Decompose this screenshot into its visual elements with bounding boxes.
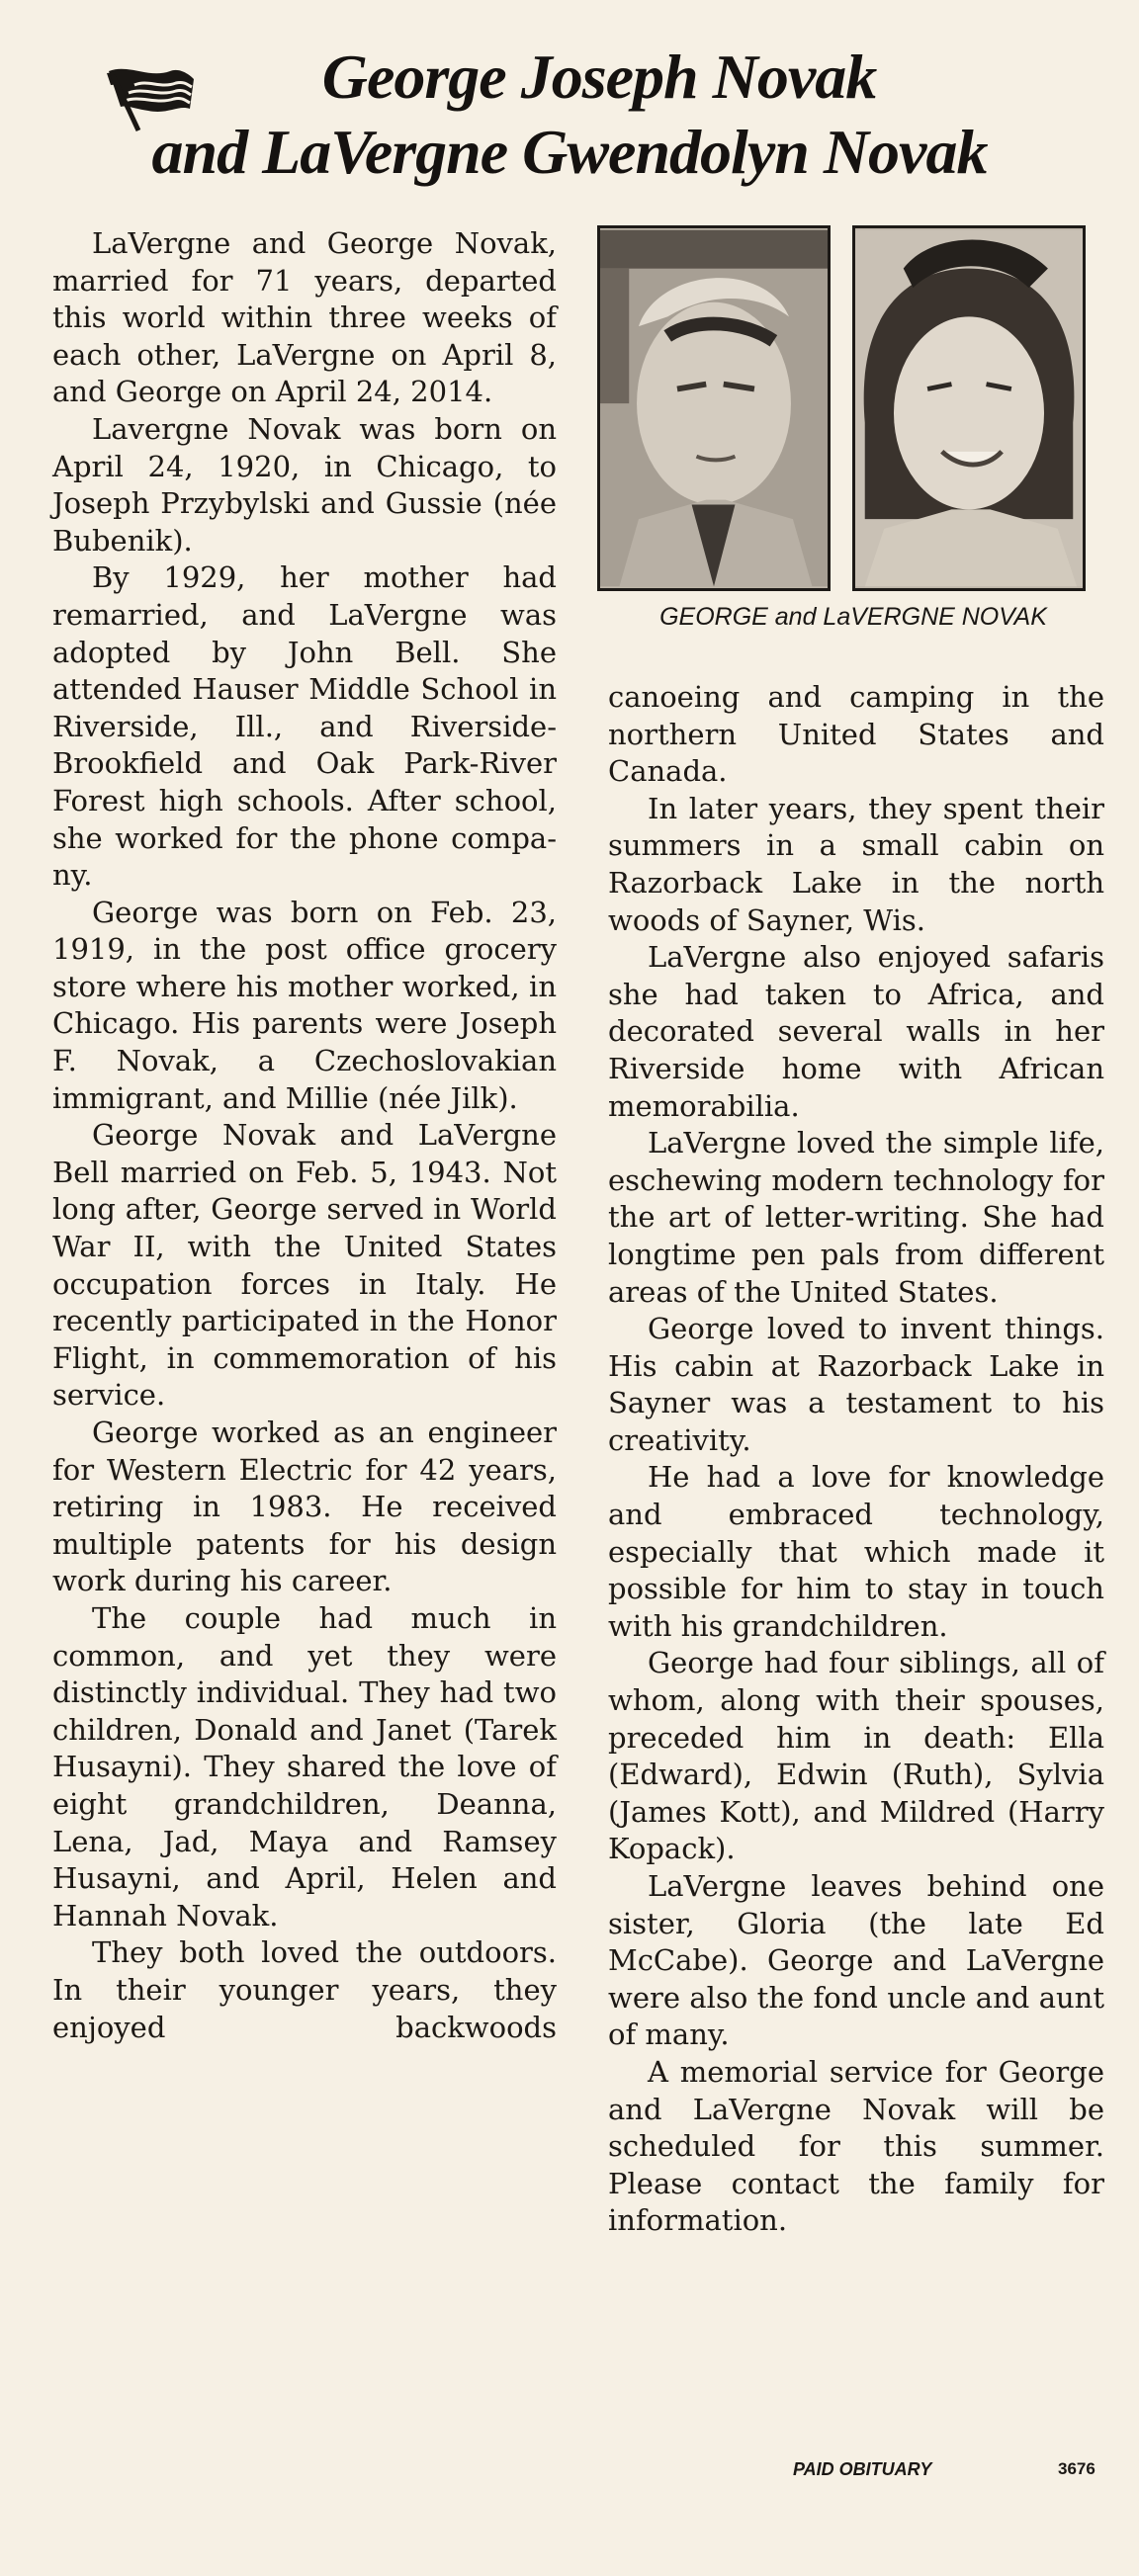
paragraph: LaVergne leaves behind one sister, Gloria (the late Ed McCabe). George and LaVergne were also the fond uncle and aunt of many. [608, 1869, 1104, 2052]
paragraph: Lavergne Novak was born on April 24, 1920, in Chicago, to Joseph Przybylski and Gussie (née Bubenik). [52, 411, 557, 558]
george-photo [597, 225, 831, 591]
headline-line-1: George Joseph Novak [321, 42, 877, 112]
lavergne-photo [852, 225, 1086, 591]
paragraph: George was born on Feb. 23, 1919, in the post office grocery store where his mother worked, in Chicago. His parents were Joseph F. Novak, a Czechoslovakian immigrant, and Millie (née Jilk). [52, 895, 557, 1115]
photo-caption: GEORGE and LaVERGNE NOVAK [659, 603, 1047, 631]
obituary-headline [0, 40, 1139, 190]
lavergne-portrait-image [855, 228, 1083, 588]
left-column [52, 225, 557, 2046]
paragraph: LaVergne loved the simple life, eschewing modern technology for the art of letter-writing. She had longtime pen pals from different areas of the United States. [608, 1126, 1104, 1309]
paragraph: George loved to invent things. His cabin at Razorback Lake in Sayner was a testament to his creativity. [608, 1312, 1104, 1457]
right-column [608, 679, 1104, 2240]
paragraph: The couple had much in common, and yet they were distinctly individual. They had two children, Donald and Janet (Tarek Husayni). They shared the love of eight grandchildren, Deanna, Lena, Jad, Maya and Ramsey Husayni, and April, Helen and Hannah Novak. [52, 1600, 557, 1932]
ad-code: 3676 [1058, 2459, 1095, 2478]
headline-line-2: and LaVergne Gwendolyn Novak [151, 117, 988, 187]
paragraph: He had a love for knowledge and embraced technology, especially that which made it possible for him to stay in touch with his grandchildren. [608, 1460, 1104, 1643]
paragraph-continuation: canoeing and camping in the northern United States and Canada. [608, 680, 1104, 789]
paid-obituary-label: PAID OBITUARY [793, 2459, 932, 2479]
paragraph: George Novak and LaVergne Bell married on Feb. 5, 1943. Not long after, George served in World War II, with the United States occupation forces in Italy. He recently participated in the Honor Flight, in commemoration of his service. [52, 1118, 557, 1413]
paragraph: In later years, they spent their summers in a small cabin on Razorback Lake in the north woods of Sayner, Wis. [608, 791, 1104, 937]
paragraph: George had four siblings, all of whom, along with their spouses, preceded him in death: Ella (Edward), Edwin (Ruth), Sylvia (James Kott), and Mildred (Harry Kopack). [608, 1646, 1104, 1866]
george-portrait-image [600, 228, 828, 588]
paragraph: By 1929, her mother had remarried, and LaVergne was adopted by John Bell. She attended Hauser Middle School in Riverside, Ill., and Riverside-Brookfield and Oak Park-River Forest high schools. After school, she worked for the phone company. [52, 560, 557, 893]
paragraph: LaVergne and George Novak, married for 71 years, departed this world within three weeks of each other, LaVergne on April 8, and George on April 24, 2014. [52, 226, 557, 409]
paragraph: LaVergne also enjoyed safaris she had taken to Africa, and decorated several walls in her Riverside home with African memorabilia. [608, 940, 1104, 1123]
paragraph: They both loved the outdoors. In their younger years, they enjoyed backwoods [52, 1935, 557, 2044]
photo-block [597, 225, 1109, 641]
paragraph: George worked as an engineer for Western Electric for 42 years, retiring in 1983. He received multiple patents for his design work during his career. [52, 1416, 557, 1598]
paragraph: A memorial service for George and LaVergne Novak will be scheduled for this summer. Please contact the family for information. [608, 2054, 1104, 2238]
